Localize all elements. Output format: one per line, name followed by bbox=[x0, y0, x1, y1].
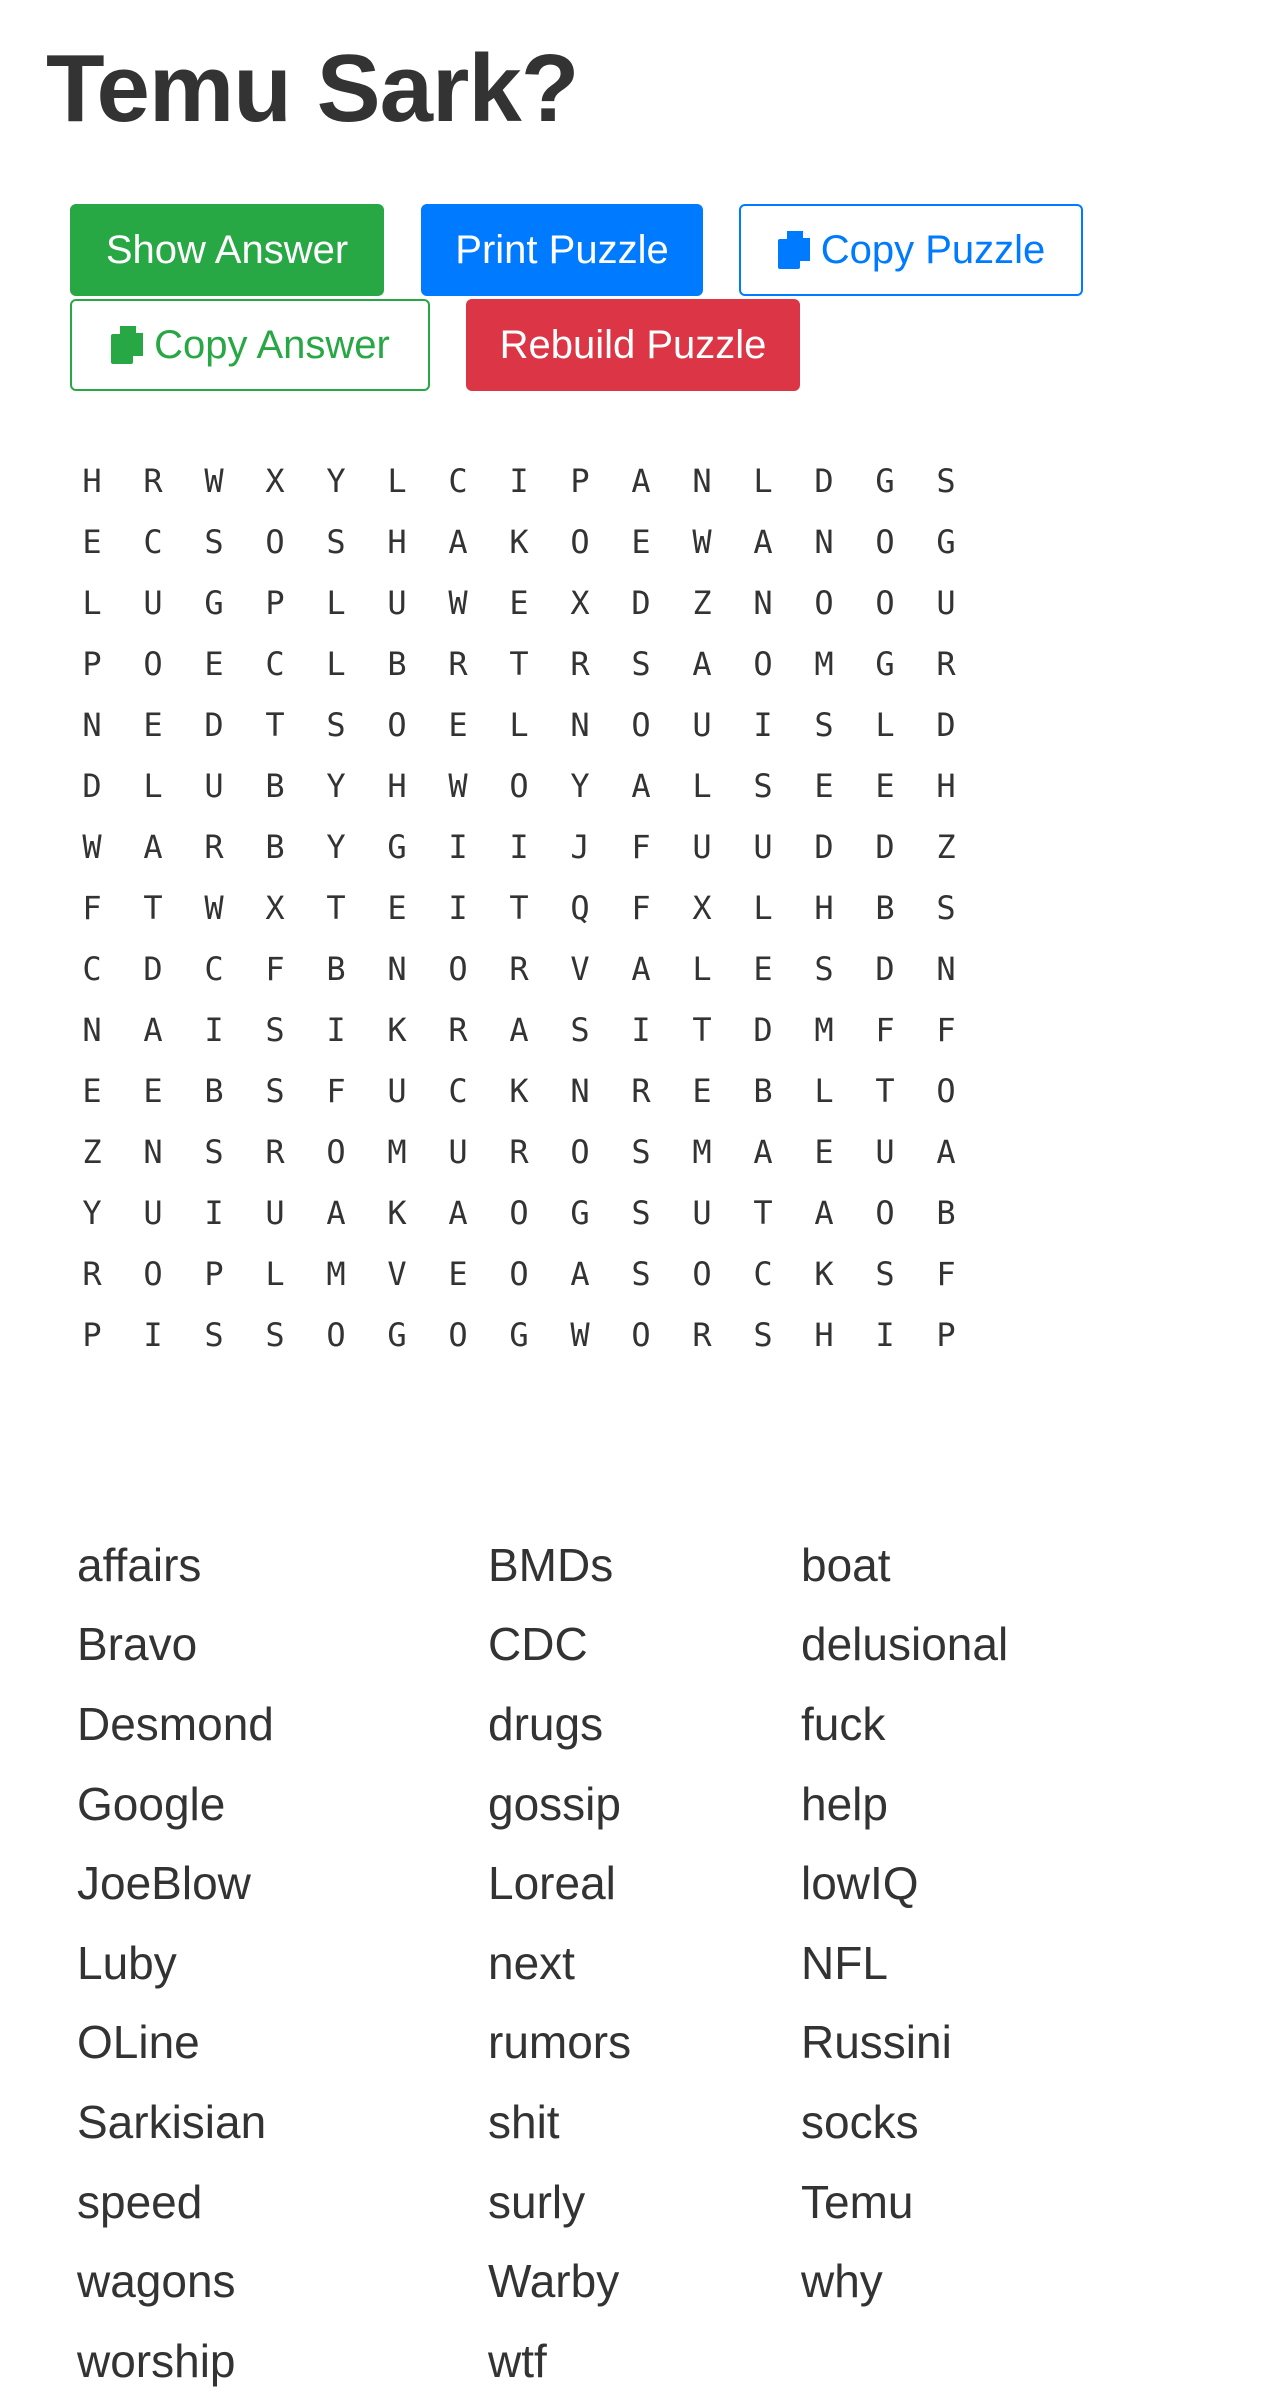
grid-cell: F bbox=[326, 1071, 346, 1110]
grid-cell: K bbox=[814, 1254, 834, 1293]
grid-cell: A bbox=[509, 1010, 529, 1049]
grid-cell: Z bbox=[692, 583, 712, 622]
grid-cell: F bbox=[631, 827, 651, 866]
grid-cell: T bbox=[875, 1071, 895, 1110]
grid-cell: D bbox=[204, 705, 224, 744]
grid-cell: V bbox=[570, 949, 590, 988]
grid-cell: M bbox=[692, 1132, 712, 1171]
grid-cell: H bbox=[387, 522, 407, 561]
grid-cell: O bbox=[875, 583, 895, 622]
grid-cell: N bbox=[753, 583, 773, 622]
grid-cell: L bbox=[326, 644, 346, 683]
grid-cell: E bbox=[82, 522, 102, 561]
word-list-item: Desmond bbox=[77, 1697, 274, 1750]
grid-cell: S bbox=[570, 1010, 590, 1049]
grid-cell: E bbox=[814, 766, 834, 805]
word-list-item: delusional bbox=[801, 1618, 1009, 1671]
grid-cell: O bbox=[936, 1071, 956, 1110]
grid-cell: L bbox=[143, 766, 163, 805]
grid-cell: C bbox=[82, 949, 102, 988]
grid-cell: L bbox=[875, 705, 895, 744]
grid-cell: O bbox=[570, 1132, 590, 1171]
grid-cell: X bbox=[265, 888, 285, 927]
grid-cell: B bbox=[387, 644, 407, 683]
grid-cell: O bbox=[875, 522, 895, 561]
grid-cell: O bbox=[509, 766, 529, 805]
grid-cell: E bbox=[204, 644, 224, 683]
grid-cell: D bbox=[631, 583, 651, 622]
grid-cell: W bbox=[448, 766, 468, 805]
grid-cell: A bbox=[753, 522, 773, 561]
grid-cell: C bbox=[143, 522, 163, 561]
grid-cell: O bbox=[692, 1254, 712, 1293]
grid-cell: S bbox=[265, 1315, 285, 1354]
word-list-item: Russini bbox=[801, 2016, 952, 2069]
grid-cell: I bbox=[326, 1010, 346, 1049]
grid-cell: T bbox=[143, 888, 163, 927]
grid-cell: U bbox=[753, 827, 773, 866]
grid-cell: E bbox=[692, 1071, 712, 1110]
grid-cell: E bbox=[82, 1071, 102, 1110]
grid-cell: K bbox=[387, 1193, 407, 1232]
grid-cell: A bbox=[814, 1193, 834, 1232]
grid-cell: G bbox=[570, 1193, 590, 1232]
grid-cell: S bbox=[204, 1132, 224, 1171]
copy-answer-label: Copy Answer bbox=[154, 322, 390, 367]
word-list-item: shit bbox=[488, 2095, 560, 2148]
grid-cell: I bbox=[143, 1315, 163, 1354]
word-list bbox=[77, 1525, 1131, 2401]
grid-cell: D bbox=[814, 461, 834, 500]
grid-cell: E bbox=[753, 949, 773, 988]
copy-puzzle-button[interactable] bbox=[739, 204, 1083, 296]
grid-cell: P bbox=[204, 1254, 224, 1293]
grid-cell: O bbox=[265, 522, 285, 561]
grid-cell: S bbox=[326, 705, 346, 744]
word-list-item: affairs bbox=[77, 1538, 202, 1591]
grid-cell: K bbox=[509, 1071, 529, 1110]
word-list-item: Loreal bbox=[488, 1857, 616, 1910]
grid-cell: F bbox=[265, 949, 285, 988]
grid-cell: I bbox=[448, 827, 468, 866]
grid-cell: O bbox=[631, 705, 651, 744]
grid-cell: B bbox=[204, 1071, 224, 1110]
rebuild-puzzle-label: Rebuild Puzzle bbox=[499, 322, 767, 367]
grid-cell: I bbox=[448, 888, 468, 927]
grid-cell: T bbox=[509, 644, 529, 683]
grid-cell: A bbox=[631, 949, 651, 988]
grid-cell: O bbox=[509, 1254, 529, 1293]
grid-cell: T bbox=[326, 888, 346, 927]
grid-cell: M bbox=[326, 1254, 346, 1293]
grid-cell: C bbox=[265, 644, 285, 683]
puzzle-grid bbox=[72, 450, 987, 1365]
grid-cell: A bbox=[143, 827, 163, 866]
grid-cell: N bbox=[82, 705, 102, 744]
grid-cell: C bbox=[204, 949, 224, 988]
grid-cell: R bbox=[448, 1010, 468, 1049]
grid-cell: N bbox=[936, 949, 956, 988]
page-title: Temu Sark? bbox=[46, 35, 579, 142]
grid-cell: U bbox=[692, 827, 712, 866]
word-list-item: Bravo bbox=[77, 1618, 198, 1671]
grid-cell: N bbox=[814, 522, 834, 561]
grid-cell: I bbox=[509, 461, 529, 500]
grid-cell: F bbox=[936, 1254, 956, 1293]
word-list-item: worship bbox=[77, 2334, 236, 2387]
grid-cell: L bbox=[326, 583, 346, 622]
grid-cell: D bbox=[814, 827, 834, 866]
grid-cell: A bbox=[326, 1193, 346, 1232]
grid-cell: S bbox=[631, 1254, 651, 1293]
grid-cell: O bbox=[570, 522, 590, 561]
grid-cell: I bbox=[204, 1193, 224, 1232]
grid-cell: D bbox=[143, 949, 163, 988]
grid-cell: O bbox=[448, 1315, 468, 1354]
grid-cell: I bbox=[753, 705, 773, 744]
grid-cell: B bbox=[326, 949, 346, 988]
grid-cell: A bbox=[692, 644, 712, 683]
grid-cell: S bbox=[631, 1132, 651, 1171]
word-list-item: surly bbox=[488, 2175, 586, 2228]
word-list-item: wagons bbox=[77, 2255, 236, 2308]
grid-cell: U bbox=[692, 705, 712, 744]
grid-cell: F bbox=[875, 1010, 895, 1049]
grid-cell: Y bbox=[326, 766, 346, 805]
grid-cell: L bbox=[265, 1254, 285, 1293]
show-answer-label: Show Answer bbox=[105, 227, 349, 272]
rebuild-puzzle-button[interactable] bbox=[466, 299, 800, 391]
grid-cell: R bbox=[448, 644, 468, 683]
grid-cell: W bbox=[692, 522, 712, 561]
grid-cell: G bbox=[387, 827, 407, 866]
copy-puzzle-label: Copy Puzzle bbox=[820, 227, 1046, 272]
grid-cell: O bbox=[875, 1193, 895, 1232]
grid-cell: S bbox=[265, 1010, 285, 1049]
grid-cell: F bbox=[631, 888, 651, 927]
grid-cell: O bbox=[753, 644, 773, 683]
grid-cell: C bbox=[448, 461, 468, 500]
grid-cell: E bbox=[509, 583, 529, 622]
grid-cell: E bbox=[387, 888, 407, 927]
grid-cell: T bbox=[265, 705, 285, 744]
grid-cell: I bbox=[204, 1010, 224, 1049]
grid-cell: O bbox=[509, 1193, 529, 1232]
grid-cell: A bbox=[448, 1193, 468, 1232]
grid-cell: O bbox=[143, 1254, 163, 1293]
grid-cell: T bbox=[753, 1193, 773, 1232]
word-list-item: Google bbox=[77, 1777, 226, 1830]
grid-cell: H bbox=[814, 1315, 834, 1354]
grid-cell: G bbox=[509, 1315, 529, 1354]
grid-cell: K bbox=[509, 522, 529, 561]
word-list-item: Warby bbox=[488, 2255, 620, 2308]
grid-cell: D bbox=[936, 705, 956, 744]
grid-cell: U bbox=[265, 1193, 285, 1232]
grid-cell: S bbox=[753, 766, 773, 805]
word-list-item: gossip bbox=[488, 1777, 621, 1830]
grid-cell: P bbox=[82, 644, 102, 683]
grid-cell: M bbox=[814, 1010, 834, 1049]
grid-cell: P bbox=[82, 1315, 102, 1354]
copy-icon bbox=[777, 230, 811, 270]
grid-cell: R bbox=[631, 1071, 651, 1110]
grid-cell: L bbox=[82, 583, 102, 622]
grid-cell: P bbox=[570, 461, 590, 500]
word-list-item: Luby bbox=[77, 1936, 177, 1989]
grid-cell: W bbox=[82, 827, 102, 866]
grid-cell: V bbox=[387, 1254, 407, 1293]
grid-cell: B bbox=[265, 827, 285, 866]
grid-cell: H bbox=[936, 766, 956, 805]
grid-cell: A bbox=[631, 766, 651, 805]
grid-cell: R bbox=[509, 1132, 529, 1171]
grid-cell: D bbox=[82, 766, 102, 805]
word-list-item: Temu bbox=[801, 2175, 914, 2228]
grid-cell: O bbox=[448, 949, 468, 988]
grid-cell: W bbox=[570, 1315, 590, 1354]
grid-cell: D bbox=[875, 949, 895, 988]
grid-cell: I bbox=[875, 1315, 895, 1354]
grid-cell: I bbox=[631, 1010, 651, 1049]
grid-cell: L bbox=[387, 461, 407, 500]
grid-cell: Y bbox=[570, 766, 590, 805]
grid-cell: R bbox=[936, 644, 956, 683]
grid-cell: U bbox=[387, 583, 407, 622]
grid-cell: L bbox=[814, 1071, 834, 1110]
grid-cell: E bbox=[448, 1254, 468, 1293]
grid-cell: N bbox=[82, 1010, 102, 1049]
grid-cell: N bbox=[692, 461, 712, 500]
grid-cell: G bbox=[875, 461, 895, 500]
copy-answer-button[interactable] bbox=[70, 299, 430, 391]
grid-cell: L bbox=[692, 949, 712, 988]
print-puzzle-button[interactable] bbox=[421, 204, 703, 296]
grid-cell: Z bbox=[936, 827, 956, 866]
grid-cell: S bbox=[936, 888, 956, 927]
grid-cell: U bbox=[143, 1193, 163, 1232]
grid-cell: W bbox=[204, 461, 224, 500]
grid-cell: F bbox=[82, 888, 102, 927]
grid-cell: L bbox=[753, 461, 773, 500]
grid-cell: U bbox=[936, 583, 956, 622]
grid-cell: D bbox=[753, 1010, 773, 1049]
grid-cell: N bbox=[143, 1132, 163, 1171]
grid-cell: F bbox=[936, 1010, 956, 1049]
grid-cell: Q bbox=[570, 888, 590, 927]
copy-icon bbox=[110, 325, 144, 365]
grid-cell: A bbox=[143, 1010, 163, 1049]
grid-cell: O bbox=[387, 705, 407, 744]
word-list-item: rumors bbox=[488, 2016, 632, 2069]
grid-cell: N bbox=[387, 949, 407, 988]
grid-cell: E bbox=[448, 705, 468, 744]
grid-cell: R bbox=[570, 644, 590, 683]
grid-cell: S bbox=[204, 1315, 224, 1354]
grid-cell: X bbox=[692, 888, 712, 927]
grid-cell: I bbox=[509, 827, 529, 866]
grid-cell: R bbox=[82, 1254, 102, 1293]
grid-cell: P bbox=[936, 1315, 956, 1354]
grid-cell: S bbox=[753, 1315, 773, 1354]
grid-cell: G bbox=[875, 644, 895, 683]
grid-cell: S bbox=[631, 1193, 651, 1232]
grid-cell: S bbox=[814, 705, 834, 744]
grid-cell: A bbox=[631, 461, 651, 500]
grid-cell: H bbox=[82, 461, 102, 500]
grid-cell: T bbox=[692, 1010, 712, 1049]
grid-cell: O bbox=[326, 1132, 346, 1171]
word-list-item: fuck bbox=[801, 1697, 886, 1750]
grid-cell: S bbox=[875, 1254, 895, 1293]
grid-cell: B bbox=[753, 1071, 773, 1110]
grid-cell: X bbox=[265, 461, 285, 500]
grid-cell: R bbox=[143, 461, 163, 500]
grid-cell: H bbox=[814, 888, 834, 927]
grid-cell: O bbox=[143, 644, 163, 683]
grid-cell: A bbox=[570, 1254, 590, 1293]
grid-cell: C bbox=[753, 1254, 773, 1293]
grid-cell: W bbox=[448, 583, 468, 622]
grid-cell: N bbox=[570, 705, 590, 744]
grid-cell: D bbox=[875, 827, 895, 866]
grid-cell: W bbox=[204, 888, 224, 927]
grid-cell: R bbox=[692, 1315, 712, 1354]
grid-cell: E bbox=[143, 1071, 163, 1110]
word-list-item: CDC bbox=[488, 1618, 588, 1671]
word-list-item: NFL bbox=[801, 1936, 888, 1989]
grid-cell: S bbox=[204, 522, 224, 561]
grid-cell: T bbox=[509, 888, 529, 927]
grid-cell: O bbox=[631, 1315, 651, 1354]
grid-cell: L bbox=[753, 888, 773, 927]
grid-cell: Y bbox=[326, 461, 346, 500]
grid-cell: E bbox=[875, 766, 895, 805]
word-list-item: BMDs bbox=[488, 1538, 614, 1591]
grid-cell: E bbox=[631, 522, 651, 561]
grid-cell: B bbox=[936, 1193, 956, 1232]
word-list-item: wtf bbox=[488, 2334, 547, 2387]
grid-cell: A bbox=[936, 1132, 956, 1171]
grid-cell: B bbox=[265, 766, 285, 805]
grid-cell: S bbox=[265, 1071, 285, 1110]
word-list-item: lowIQ bbox=[801, 1857, 919, 1910]
print-puzzle-label: Print Puzzle bbox=[455, 227, 669, 272]
grid-cell: R bbox=[204, 827, 224, 866]
grid-cell: C bbox=[448, 1071, 468, 1110]
grid-cell: E bbox=[814, 1132, 834, 1171]
word-list-item: next bbox=[488, 1936, 575, 1989]
word-list-item: help bbox=[801, 1777, 888, 1830]
grid-cell: G bbox=[387, 1315, 407, 1354]
grid-cell: L bbox=[692, 766, 712, 805]
word-list-item: JoeBlow bbox=[77, 1857, 251, 1910]
grid-cell: M bbox=[814, 644, 834, 683]
word-list-item: Sarkisian bbox=[77, 2095, 267, 2148]
grid-cell: Y bbox=[82, 1193, 102, 1232]
grid-cell: O bbox=[814, 583, 834, 622]
word-list-item: socks bbox=[801, 2095, 919, 2148]
word-list-item: drugs bbox=[488, 1697, 604, 1750]
show-answer-button[interactable] bbox=[70, 204, 384, 296]
grid-cell: G bbox=[936, 522, 956, 561]
word-list-item: speed bbox=[77, 2175, 203, 2228]
grid-cell: E bbox=[143, 705, 163, 744]
grid-cell: L bbox=[509, 705, 529, 744]
word-list-item: boat bbox=[801, 1538, 891, 1591]
grid-cell: R bbox=[265, 1132, 285, 1171]
grid-cell: S bbox=[326, 522, 346, 561]
grid-cell: H bbox=[387, 766, 407, 805]
grid-cell: M bbox=[387, 1132, 407, 1171]
grid-cell: U bbox=[143, 583, 163, 622]
grid-cell: U bbox=[387, 1071, 407, 1110]
grid-cell: U bbox=[692, 1193, 712, 1232]
grid-cell: A bbox=[753, 1132, 773, 1171]
grid-cell: R bbox=[509, 949, 529, 988]
grid-cell: J bbox=[570, 827, 590, 866]
grid-cell: A bbox=[448, 522, 468, 561]
grid-cell: G bbox=[204, 583, 224, 622]
grid-cell: P bbox=[265, 583, 285, 622]
grid-cell: S bbox=[814, 949, 834, 988]
grid-cell: S bbox=[631, 644, 651, 683]
word-list-item: why bbox=[801, 2255, 883, 2308]
grid-cell: U bbox=[875, 1132, 895, 1171]
grid-cell: Z bbox=[82, 1132, 102, 1171]
grid-cell: S bbox=[936, 461, 956, 500]
grid-cell: X bbox=[570, 583, 590, 622]
grid-cell: U bbox=[448, 1132, 468, 1171]
word-list-item: OLine bbox=[77, 2016, 200, 2069]
grid-cell: Y bbox=[326, 827, 346, 866]
grid-cell: B bbox=[875, 888, 895, 927]
grid-cell: N bbox=[570, 1071, 590, 1110]
grid-cell: O bbox=[326, 1315, 346, 1354]
grid-cell: U bbox=[204, 766, 224, 805]
grid-cell: K bbox=[387, 1010, 407, 1049]
